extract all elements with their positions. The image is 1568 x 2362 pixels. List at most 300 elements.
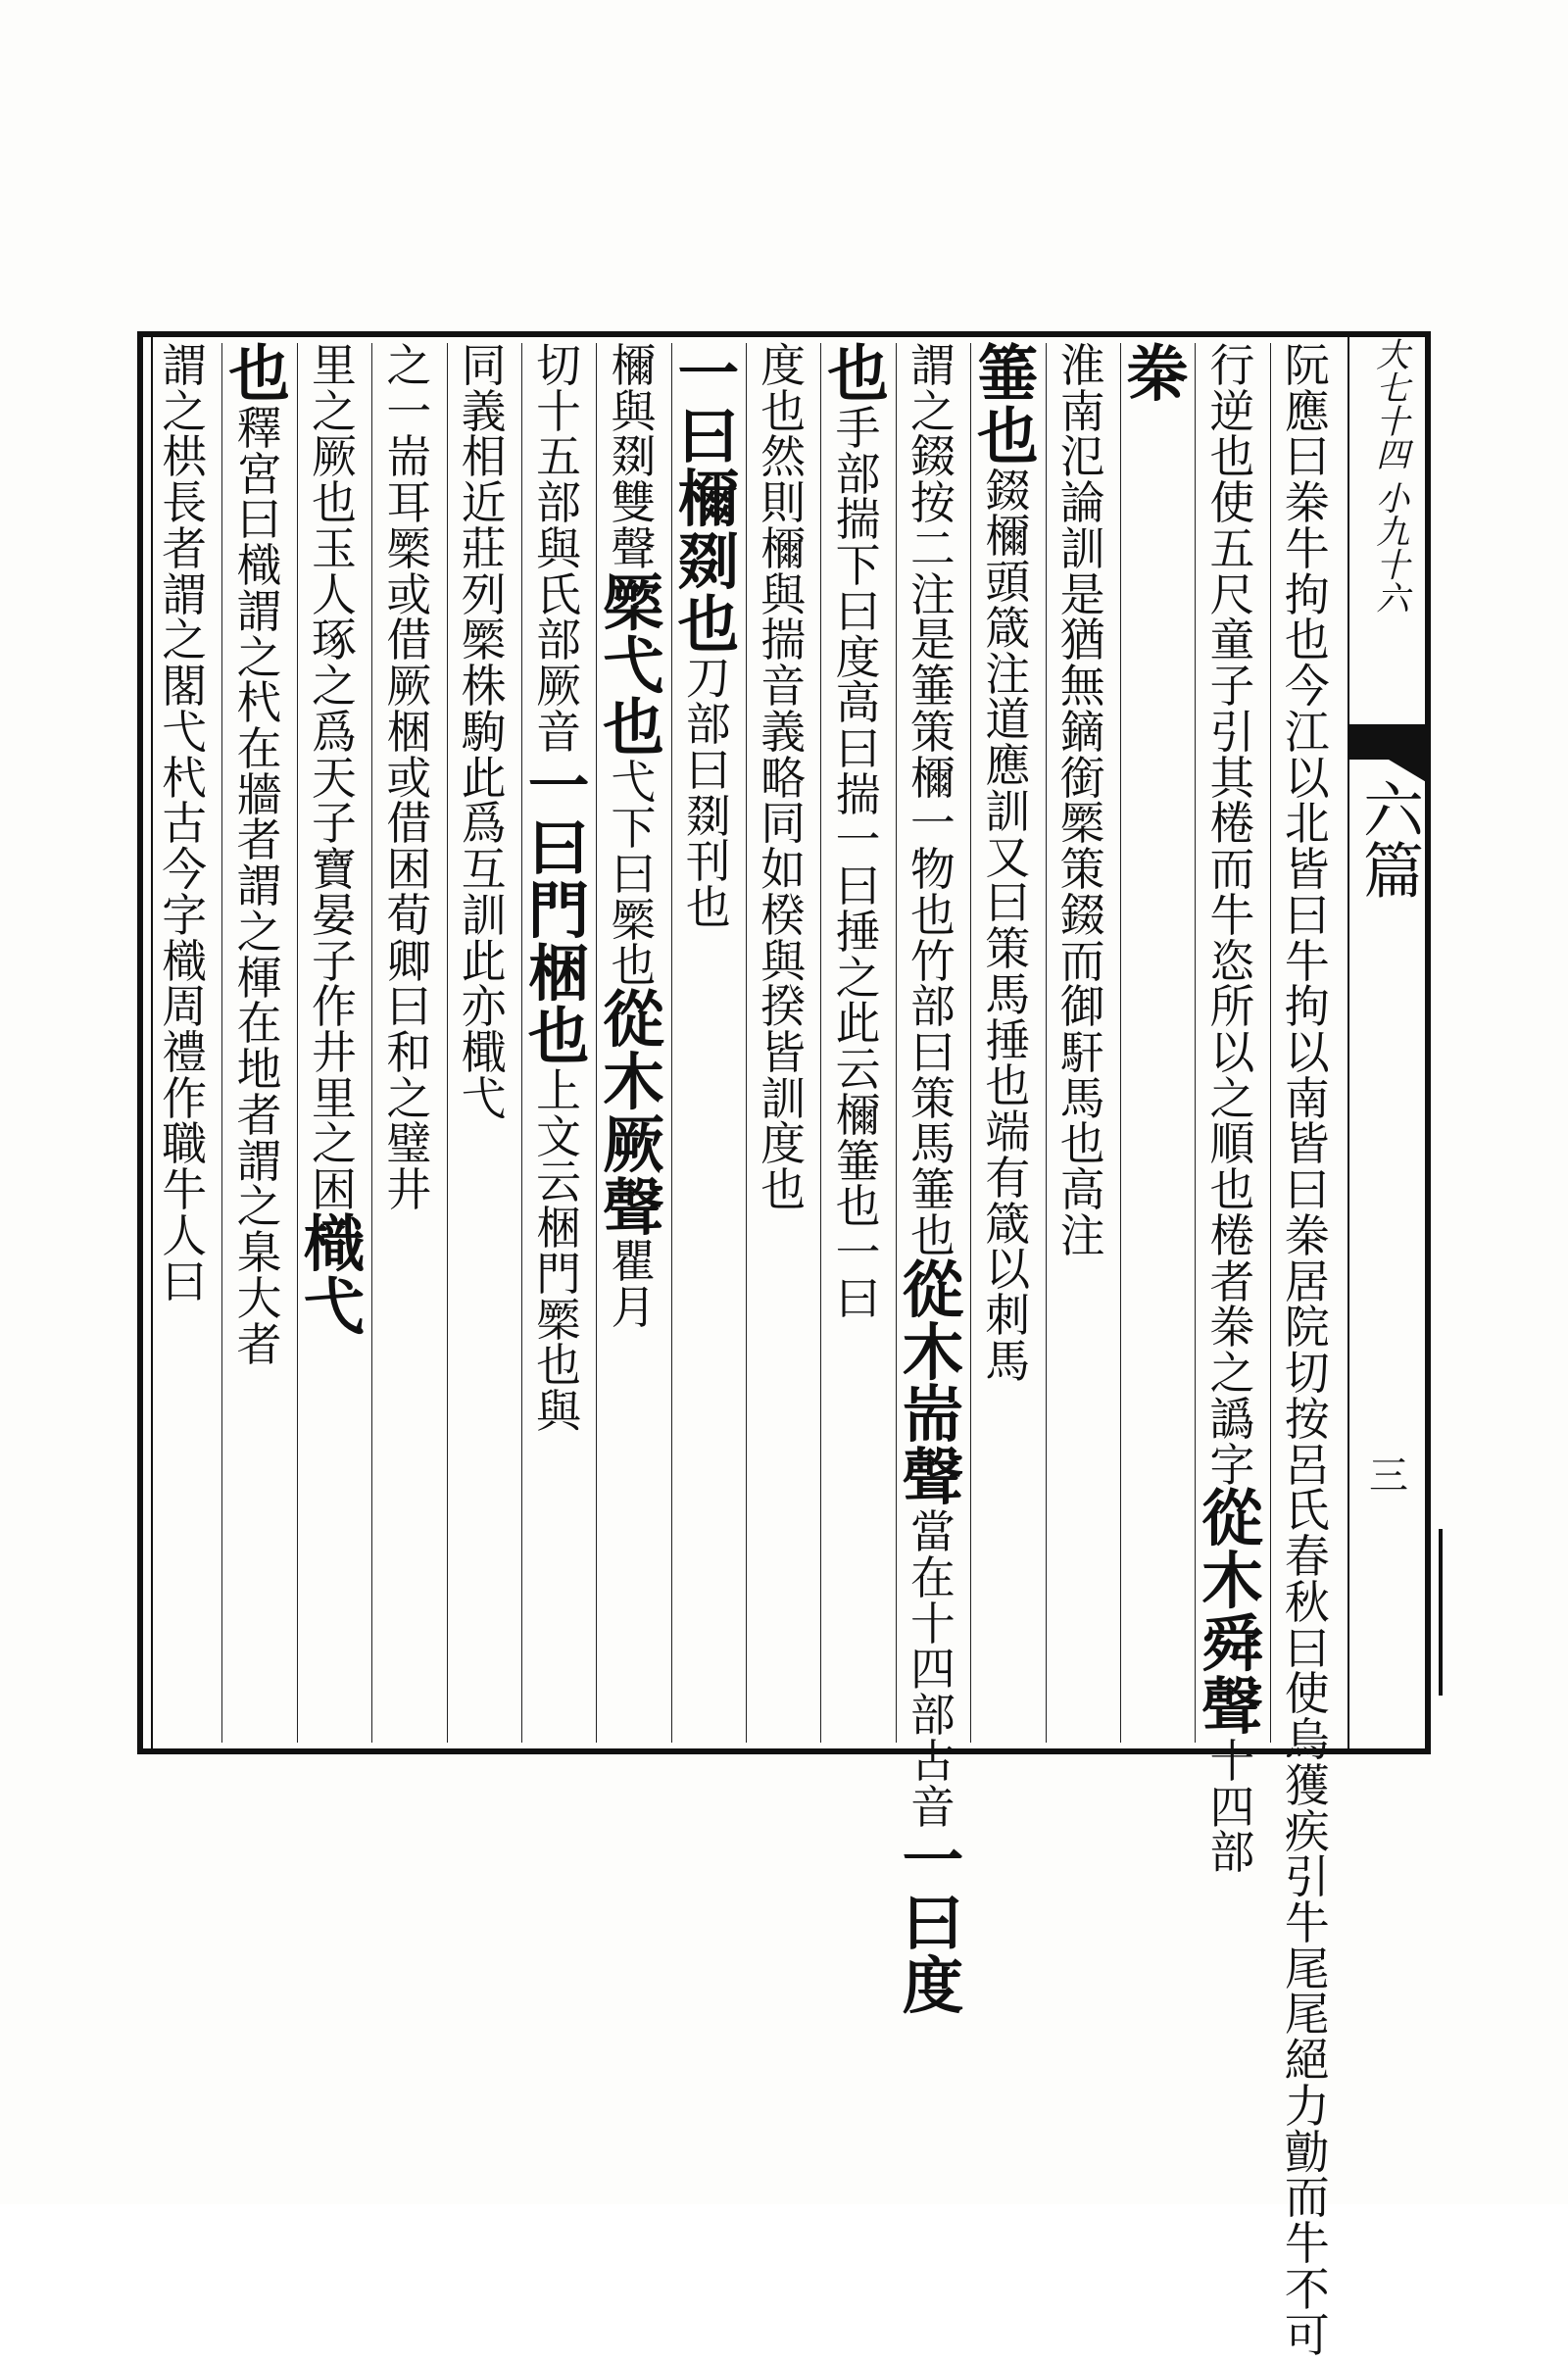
glyph: 從 xyxy=(603,982,664,1056)
glyph: 氏 xyxy=(1284,1484,1330,1538)
glyph: 義 xyxy=(760,705,807,759)
glyph: 童 xyxy=(1209,614,1255,667)
glyph: 牛 xyxy=(1284,521,1330,575)
glyph: 和 xyxy=(386,1026,432,1080)
glyph: 與 xyxy=(760,934,807,988)
glyph: 曰 xyxy=(1284,888,1330,942)
glyph: 此 xyxy=(461,751,507,805)
glyph: 之 xyxy=(312,660,357,714)
commentary-segment xyxy=(236,401,282,1371)
column-rule xyxy=(1195,343,1196,1743)
glyph: 爲 xyxy=(461,797,507,851)
fish-tail-mark xyxy=(1349,724,1428,760)
glyph: 也 xyxy=(677,587,740,661)
column-rule xyxy=(896,343,897,1743)
glyph: 職 xyxy=(162,1117,208,1171)
glyph: 杙 xyxy=(236,676,282,730)
text-column xyxy=(297,339,371,1743)
glyph: 按 xyxy=(910,476,956,530)
glyph: 曰 xyxy=(835,722,881,776)
glyph: 謂 xyxy=(910,339,956,392)
glyph: 子 xyxy=(312,797,357,851)
glyph: 竹 xyxy=(910,934,956,988)
glyph: 呂 xyxy=(1284,1438,1330,1492)
glyph: 論 xyxy=(1059,476,1105,530)
glyph: 刺 xyxy=(985,1288,1031,1342)
glyph: 之 xyxy=(236,630,282,684)
glyph: 部 xyxy=(536,614,581,667)
glyph: 則 xyxy=(760,476,807,530)
column-rule xyxy=(970,343,971,1743)
text-column xyxy=(671,337,746,1743)
glyph: 曰 xyxy=(1284,1621,1330,1675)
glyph: 也 xyxy=(312,476,357,530)
glyph: 無 xyxy=(1059,660,1105,714)
text-column xyxy=(371,339,446,1743)
glyph: 一 xyxy=(835,813,881,867)
glyph: 井 xyxy=(312,1026,357,1080)
glyph: 切 xyxy=(1284,1347,1330,1401)
glyph: 如 xyxy=(760,843,807,897)
commentary-segment xyxy=(1059,339,1105,1262)
glyph: 箠 xyxy=(910,660,956,714)
column-rule xyxy=(1120,343,1121,1743)
folio-number: 三 xyxy=(1369,1453,1408,1499)
glyph: 音 xyxy=(760,660,807,714)
glyph: 訓 xyxy=(760,1071,807,1125)
glyph: 子 xyxy=(1209,660,1255,714)
glyph: 爲 xyxy=(312,705,357,759)
glyph: 江 xyxy=(1284,705,1330,759)
glyph: 又 xyxy=(985,830,1031,884)
text-column xyxy=(896,339,970,2023)
glyph: 謂 xyxy=(236,860,282,913)
glyph: 閣 xyxy=(162,660,208,714)
glyph: 荀 xyxy=(386,888,432,942)
glyph: 是 xyxy=(910,614,956,667)
glyph: 與 xyxy=(760,567,807,621)
glyph: 揣 xyxy=(835,767,881,821)
glyph: 刀 xyxy=(685,652,731,706)
text-column xyxy=(147,339,221,1743)
glyph: 者 xyxy=(236,1088,282,1142)
glyph: 牛 xyxy=(1284,934,1330,988)
glyph: 北 xyxy=(1284,797,1330,851)
text-column xyxy=(1195,339,1269,1880)
glyph: 橜 xyxy=(386,521,432,575)
glyph: 樴 xyxy=(162,934,208,988)
margin-column xyxy=(1348,337,1428,1748)
glyph: 謂 xyxy=(236,584,282,638)
glyph: 舜 xyxy=(1201,1607,1263,1681)
glyph: 厥 xyxy=(603,1107,664,1181)
glyph: 牆 xyxy=(236,767,282,821)
glyph: 木 xyxy=(902,1315,964,1389)
glyph: 使 xyxy=(1209,476,1255,530)
glyph: 相 xyxy=(461,430,507,484)
column-rule xyxy=(596,343,597,1743)
glyph: 橜 xyxy=(603,566,664,639)
glyph: 應 xyxy=(1284,384,1330,438)
glyph: 字 xyxy=(162,888,208,942)
glyph: 按 xyxy=(1284,1392,1330,1446)
glyph: 從 xyxy=(1201,1482,1263,1555)
glyph: 在 xyxy=(236,997,282,1051)
glyph: 引 xyxy=(1284,1850,1330,1904)
column-rule xyxy=(221,343,222,1743)
glyph: 門 xyxy=(527,874,590,948)
glyph: 之 xyxy=(835,951,881,1005)
glyph: 五 xyxy=(536,430,581,484)
glyph: 作 xyxy=(312,980,357,1034)
glyph: 栱 xyxy=(162,430,208,484)
glyph: 度 xyxy=(902,1949,964,2023)
glyph: 檷 xyxy=(985,510,1031,564)
glyph: 之 xyxy=(910,384,956,438)
glyph: 橜 xyxy=(611,893,657,947)
glyph: 周 xyxy=(162,980,208,1034)
commentary-segment xyxy=(611,1235,657,1335)
text-column xyxy=(820,337,895,1743)
glyph: 云 xyxy=(536,1156,581,1209)
headword-segment xyxy=(977,337,1039,472)
glyph: 注 xyxy=(910,567,956,621)
glyph: 耳 xyxy=(386,476,432,530)
glyph: 曰 xyxy=(1284,1163,1330,1217)
commentary-segment xyxy=(685,652,731,935)
headword-segment xyxy=(603,566,664,764)
glyph: 鏑 xyxy=(1059,705,1105,759)
glyph: 錣 xyxy=(985,464,1031,517)
glyph: 以 xyxy=(1284,751,1330,805)
text-column xyxy=(1270,339,1345,2362)
glyph: 五 xyxy=(1209,521,1255,575)
commentary-segment xyxy=(835,401,881,1325)
glyph: 之 xyxy=(386,339,432,392)
glyph: 與 xyxy=(611,384,657,438)
commentary-segment xyxy=(611,756,657,993)
glyph: 牛 xyxy=(1284,2217,1330,2271)
glyph: 部 xyxy=(536,476,581,530)
headword-segment xyxy=(902,1824,964,2023)
headword-segment xyxy=(677,524,740,661)
glyph: 獲 xyxy=(1284,1758,1330,1812)
glyph: 之 xyxy=(162,614,208,667)
glyph: 梱 xyxy=(536,1202,581,1255)
text-column xyxy=(1120,337,1195,1743)
glyph: 也 xyxy=(1209,1163,1255,1217)
glyph: 馯 xyxy=(1059,1026,1105,1080)
glyph: 也 xyxy=(977,399,1039,472)
glyph: 此 xyxy=(461,934,507,988)
glyph: 互 xyxy=(461,843,507,897)
headword-segment xyxy=(902,1253,964,1514)
glyph: 桊 xyxy=(1284,1208,1330,1262)
glyph: 晏 xyxy=(312,888,357,942)
glyph: 烏 xyxy=(1284,1713,1330,1767)
glyph: 云 xyxy=(835,1043,881,1097)
glyph: 下 xyxy=(611,802,657,856)
glyph: 門 xyxy=(536,1247,581,1301)
glyph: 箴 xyxy=(985,1197,1031,1251)
glyph: 高 xyxy=(835,676,881,730)
glyph: 井 xyxy=(386,1163,432,1217)
text-column xyxy=(1046,339,1120,1743)
glyph: 錣 xyxy=(1059,888,1105,942)
glyph: 訓 xyxy=(985,784,1031,838)
headword-segment xyxy=(228,337,290,410)
glyph: 檷 xyxy=(611,339,657,392)
glyph: 頭 xyxy=(985,556,1031,610)
glyph: 與 xyxy=(536,521,581,575)
glyph: 阮 xyxy=(1284,339,1330,392)
glyph: 人 xyxy=(312,567,357,621)
glyph: 十 xyxy=(1209,1734,1255,1788)
glyph: 樴 xyxy=(303,1206,366,1280)
glyph: 同 xyxy=(760,797,807,851)
glyph: 近 xyxy=(461,476,507,530)
commentary-segment xyxy=(162,339,208,1308)
glyph: 文 xyxy=(536,1109,581,1163)
glyph: 聲 xyxy=(902,1441,964,1514)
glyph: 部 xyxy=(910,980,956,1034)
glyph: 以 xyxy=(1209,1026,1255,1080)
glyph: 困 xyxy=(386,843,432,897)
glyph: 耑 xyxy=(902,1378,964,1452)
glyph: 十 xyxy=(910,1597,956,1650)
headword-segment xyxy=(1201,1482,1263,1743)
glyph: 皆 xyxy=(1284,1117,1330,1171)
glyph: 一 xyxy=(527,749,590,822)
glyph: 一 xyxy=(386,384,432,438)
glyph: 部 xyxy=(910,1689,956,1743)
glyph: 借 xyxy=(386,797,432,851)
glyph: 音 xyxy=(536,705,581,759)
glyph: 在 xyxy=(236,722,282,776)
glyph: 謂 xyxy=(162,567,208,621)
glyph: 在 xyxy=(910,1550,956,1604)
glyph: 部 xyxy=(1209,1826,1255,1880)
glyph: 牛 xyxy=(162,1163,208,1217)
commentary-segment xyxy=(760,339,807,1217)
glyph: 略 xyxy=(760,751,807,805)
text-column xyxy=(596,339,670,1743)
glyph: 曰 xyxy=(162,1255,208,1308)
glyph: 秋 xyxy=(1284,1575,1330,1629)
glyph: 注 xyxy=(985,647,1031,701)
column-rule xyxy=(1046,343,1047,1743)
glyph: 弋 xyxy=(611,756,657,810)
glyph: 困 xyxy=(312,1163,357,1217)
headword-segment xyxy=(527,749,590,1073)
glyph: 之 xyxy=(386,1071,432,1125)
headword-segment xyxy=(603,982,664,1244)
glyph: 拘 xyxy=(1284,980,1330,1034)
glyph: 也 xyxy=(1284,614,1330,667)
glyph: 而 xyxy=(1284,2171,1330,2225)
glyph: 箠 xyxy=(910,1163,956,1217)
glyph: 曰 xyxy=(611,847,657,901)
glyph: 釋 xyxy=(236,401,282,455)
glyph: 禮 xyxy=(162,1026,208,1080)
glyph: 也 xyxy=(760,384,807,438)
glyph: 四 xyxy=(1209,1780,1255,1834)
glyph: 音 xyxy=(910,1780,956,1834)
glyph: 猶 xyxy=(1059,614,1105,667)
glyph: 桊 xyxy=(1209,1301,1255,1354)
text-column xyxy=(521,339,596,1743)
glyph: 弋 xyxy=(461,1071,507,1125)
glyph: 捶 xyxy=(835,905,881,959)
glyph: 其 xyxy=(1209,751,1255,805)
glyph: 也 xyxy=(910,1208,956,1262)
glyph: 木 xyxy=(603,1045,664,1118)
glyph: 應 xyxy=(985,739,1031,793)
glyph: 策 xyxy=(985,922,1031,976)
glyph: 里 xyxy=(312,339,357,392)
glyph: 天 xyxy=(312,751,357,805)
commentary-segment xyxy=(536,339,581,759)
glyph: 曰 xyxy=(386,980,432,1034)
glyph: 卿 xyxy=(386,934,432,988)
glyph: 之 xyxy=(312,384,357,438)
glyph: 橜 xyxy=(461,614,507,667)
column-rule xyxy=(671,343,672,1743)
glyph: 或 xyxy=(386,567,432,621)
commentary-segment xyxy=(536,1063,581,1439)
glyph: 拘 xyxy=(1284,567,1330,621)
glyph: 之 xyxy=(236,905,282,959)
glyph: 寶 xyxy=(312,843,357,897)
glyph: 恣 xyxy=(1209,934,1255,988)
glyph: 也 xyxy=(1209,430,1255,484)
glyph: 之 xyxy=(162,384,208,438)
column-rule xyxy=(1270,343,1271,1743)
glyph: 度 xyxy=(760,339,807,392)
glyph: 聲 xyxy=(1201,1669,1263,1743)
glyph: 同 xyxy=(461,339,507,392)
glyph: 皆 xyxy=(1284,843,1330,897)
glyph: 弋 xyxy=(603,628,664,702)
glyph: 檝 xyxy=(461,1026,507,1080)
page-edge-line xyxy=(1439,1529,1443,1696)
glyph: 地 xyxy=(236,1043,282,1097)
glyph: 檷 xyxy=(835,1088,881,1142)
margin-note xyxy=(1349,337,1428,710)
glyph: 疾 xyxy=(1284,1804,1330,1858)
glyph: 揣 xyxy=(835,493,881,547)
text-column xyxy=(221,337,296,1743)
glyph: 馬 xyxy=(1059,1071,1105,1125)
glyph: 以 xyxy=(1284,1026,1330,1080)
commentary-segment xyxy=(1209,339,1255,1492)
commentary-segment xyxy=(1209,1734,1255,1880)
glyph: 璧 xyxy=(386,1117,432,1171)
glyph: 也 xyxy=(760,1163,807,1217)
glyph: 剟 xyxy=(611,430,657,484)
glyph: 是 xyxy=(1059,567,1105,621)
glyph: 橜 xyxy=(1059,797,1105,851)
glyph: 可 xyxy=(1284,2308,1330,2362)
glyph: 切 xyxy=(536,339,581,392)
glyph: 南 xyxy=(1059,384,1105,438)
glyph: 曰 xyxy=(835,860,881,913)
glyph: 曰 xyxy=(677,399,740,472)
glyph: 之 xyxy=(236,1180,282,1234)
glyph: 橜 xyxy=(536,1293,581,1347)
glyph: 所 xyxy=(1209,980,1255,1034)
commentary-segment xyxy=(1284,339,1330,2362)
glyph: 端 xyxy=(985,1106,1031,1159)
glyph: 一 xyxy=(910,797,956,851)
glyph: 然 xyxy=(760,430,807,484)
glyph: 而 xyxy=(1059,934,1105,988)
glyph: 勯 xyxy=(1284,2125,1330,2179)
glyph: 棬 xyxy=(1209,797,1255,851)
glyph: 之 xyxy=(312,1117,357,1171)
glyph: 或 xyxy=(386,751,432,805)
column-rule xyxy=(746,343,747,1743)
glyph: 人 xyxy=(162,1208,208,1262)
glyph: 曰 xyxy=(1284,430,1330,484)
glyph: 一 xyxy=(677,337,740,410)
glyph: 棬 xyxy=(1209,1208,1255,1262)
commentary-segment xyxy=(910,339,956,1262)
glyph: 訓 xyxy=(1059,521,1105,575)
glyph: 馬 xyxy=(985,1334,1031,1388)
glyph: 瞿 xyxy=(611,1235,657,1289)
glyph: 箠 xyxy=(977,337,1039,410)
glyph: 者 xyxy=(1209,1255,1255,1308)
commentary-segment xyxy=(985,464,1031,1388)
glyph: 四 xyxy=(910,1643,956,1697)
glyph: 楎 xyxy=(236,951,282,1005)
glyph: 列 xyxy=(461,567,507,621)
glyph: 曰 xyxy=(527,812,590,885)
glyph: 古 xyxy=(162,797,208,851)
glyph: 行 xyxy=(1209,339,1255,392)
glyph: 曰 xyxy=(685,743,731,797)
glyph: 者 xyxy=(162,521,208,575)
glyph: 部 xyxy=(835,447,881,501)
glyph: 刊 xyxy=(685,835,731,889)
commentary-segment xyxy=(386,339,432,1217)
glyph: 不 xyxy=(1284,2262,1330,2316)
glyph: 手 xyxy=(835,401,881,455)
glyph: 尾 xyxy=(1284,1988,1330,2042)
glyph: 也 xyxy=(985,1059,1031,1113)
glyph: 聲 xyxy=(611,521,657,575)
glyph: 從 xyxy=(902,1253,964,1326)
glyph: 譌 xyxy=(1209,1392,1255,1446)
glyph: 厥 xyxy=(386,660,432,714)
glyph: 曰 xyxy=(835,584,881,638)
glyph: 十 xyxy=(536,384,581,438)
glyph: 弋 xyxy=(303,1269,366,1343)
commentary-segment xyxy=(461,339,507,1125)
glyph: 木 xyxy=(1201,1545,1263,1618)
glyph: 月 xyxy=(611,1281,657,1335)
glyph: 捶 xyxy=(985,1013,1031,1067)
glyph: 尺 xyxy=(1209,567,1255,621)
glyph: 春 xyxy=(1284,1530,1330,1584)
glyph: 也 xyxy=(611,939,657,993)
headword-segment xyxy=(1126,337,1189,410)
glyph: 一 xyxy=(835,1226,881,1280)
glyph: 也 xyxy=(1059,1117,1105,1171)
glyph: 曰 xyxy=(902,1887,964,1960)
glyph: 株 xyxy=(461,660,507,714)
